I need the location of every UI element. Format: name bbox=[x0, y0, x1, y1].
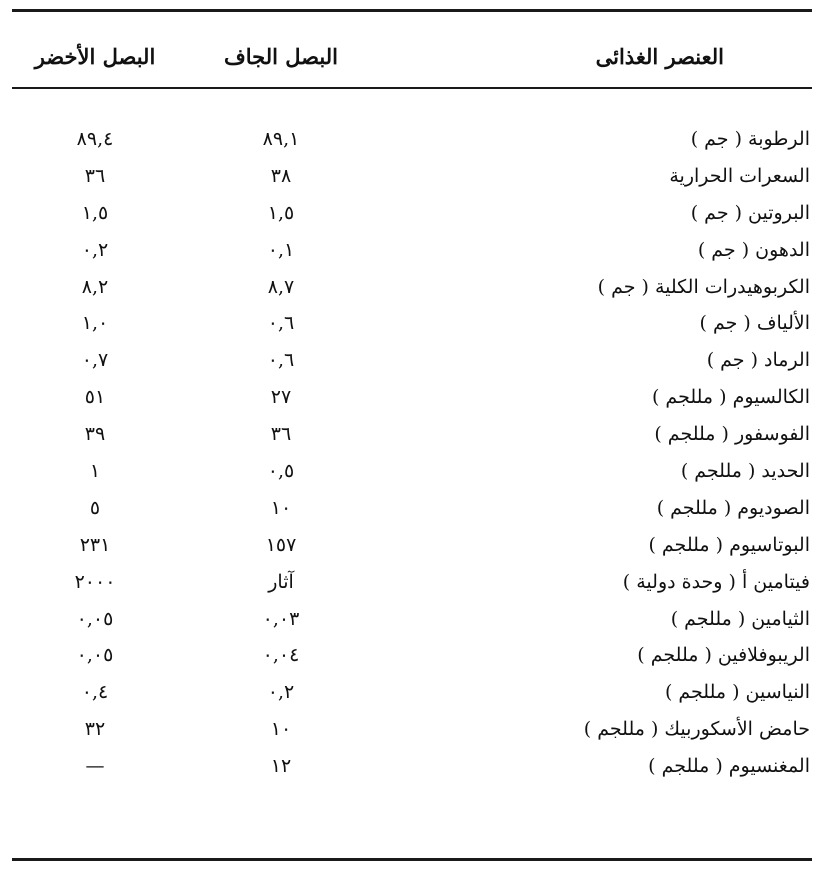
green-onion-cell: — bbox=[85, 755, 105, 778]
table-body bbox=[12, 126, 812, 790]
dry-onion-cell: ٨,٧ bbox=[267, 275, 295, 298]
table-row bbox=[12, 274, 812, 311]
green-onion-cell: ٠,٢ bbox=[81, 238, 109, 261]
header-dry-onion: البصل الجاف bbox=[224, 44, 338, 69]
nutrient-cell: الكالسيوم ( مللجم ) bbox=[651, 386, 810, 409]
green-onion-cell: ١ bbox=[89, 460, 101, 483]
nutrient-cell: فيتامين أ ( وحدة دولية ) bbox=[622, 570, 810, 593]
dry-onion-cell: ٠,٦ bbox=[267, 312, 295, 335]
table-top-rule bbox=[12, 9, 812, 12]
dry-onion-cell: ١٠ bbox=[270, 496, 292, 519]
nutrient-cell: الرماد ( جم ) bbox=[706, 349, 810, 372]
table-row bbox=[12, 237, 812, 274]
nutrient-cell: الكربوهيدرات الكلية ( جم ) bbox=[597, 275, 810, 298]
table-row bbox=[12, 569, 812, 606]
table-row bbox=[12, 200, 812, 237]
green-onion-cell: ٢٠٠٠ bbox=[74, 570, 116, 593]
table-row bbox=[12, 421, 812, 458]
table-row bbox=[12, 642, 812, 679]
dry-onion-cell: ١٥٧ bbox=[265, 533, 297, 556]
green-onion-cell: ١,٠ bbox=[81, 312, 109, 335]
green-onion-cell: ١,٥ bbox=[81, 201, 109, 224]
green-onion-cell: ٨٩,٤ bbox=[76, 128, 114, 150]
dry-onion-cell: ٣٨ bbox=[270, 164, 292, 187]
green-onion-cell: ٣٦ bbox=[84, 164, 106, 187]
table-header bbox=[12, 14, 812, 84]
dry-onion-cell: ٠,٦ bbox=[267, 349, 295, 372]
table-row bbox=[12, 716, 812, 753]
table-row bbox=[12, 347, 812, 384]
green-onion-cell: ٠,٤ bbox=[81, 681, 109, 704]
dry-onion-cell: ٣٦ bbox=[270, 423, 292, 446]
nutrient-cell: الدهون ( جم ) bbox=[697, 238, 810, 261]
nutrient-cell: الحديد ( مللجم ) bbox=[680, 460, 810, 483]
green-onion-cell: ٣٢ bbox=[84, 718, 106, 741]
table-row bbox=[12, 606, 812, 643]
table-row bbox=[12, 679, 812, 716]
green-onion-cell: ٠,٧ bbox=[81, 349, 109, 372]
table-row bbox=[12, 384, 812, 421]
table-row bbox=[12, 753, 812, 790]
dry-onion-cell: ٠,١ bbox=[267, 238, 295, 261]
dry-onion-cell: ٨٩,١ bbox=[262, 128, 300, 150]
nutrient-cell: النياسين ( مللجم ) bbox=[664, 681, 810, 704]
nutrient-cell: الصوديوم ( مللجم ) bbox=[656, 496, 810, 519]
table-row bbox=[12, 458, 812, 495]
dry-onion-cell: آثار bbox=[268, 570, 294, 593]
table-row bbox=[12, 163, 812, 200]
header-green-onion: البصل الأخضر bbox=[34, 44, 156, 69]
nutrient-cell: الرطوبة ( جم ) bbox=[690, 128, 810, 150]
table-bottom-rule bbox=[12, 858, 812, 861]
nutrient-cell: الفوسفور ( مللجم ) bbox=[654, 423, 810, 446]
green-onion-cell: ٥١ bbox=[84, 386, 106, 409]
dry-onion-cell: ١٠ bbox=[270, 718, 292, 741]
green-onion-cell: ٥ bbox=[89, 496, 101, 519]
nutrient-cell: السعرات الحرارية bbox=[669, 164, 810, 187]
nutrient-cell: المغنسيوم ( مللجم ) bbox=[648, 755, 810, 778]
green-onion-cell: ٨,٢ bbox=[81, 275, 109, 298]
dry-onion-cell: ٠,٢ bbox=[267, 681, 295, 704]
table-row bbox=[12, 532, 812, 569]
green-onion-cell: ٠,٠٥ bbox=[76, 607, 114, 630]
dry-onion-cell: ٢٧ bbox=[270, 386, 292, 409]
dry-onion-cell: ٠,٠٤ bbox=[262, 644, 300, 667]
dry-onion-cell: ١,٥ bbox=[267, 201, 295, 224]
table-row bbox=[12, 310, 812, 347]
table-row bbox=[12, 495, 812, 532]
dry-onion-cell: ٠,٠٣ bbox=[262, 607, 300, 630]
table-header-rule bbox=[12, 87, 812, 89]
green-onion-cell: ٣٩ bbox=[84, 423, 106, 446]
header-nutrient: العنصر الغذائى bbox=[595, 44, 724, 69]
green-onion-cell: ٠,٠٥ bbox=[76, 644, 114, 667]
nutrient-cell: الثيامين ( مللجم ) bbox=[670, 607, 810, 630]
nutrient-cell: الريبوفلافين ( مللجم ) bbox=[637, 644, 810, 667]
dry-onion-cell: ١٢ bbox=[270, 755, 292, 778]
nutrient-cell: البوتاسيوم ( مللجم ) bbox=[648, 533, 810, 556]
dry-onion-cell: ٠,٥ bbox=[267, 460, 295, 483]
green-onion-cell: ٢٣١ bbox=[79, 533, 111, 556]
nutrient-cell: الألياف ( جم ) bbox=[699, 312, 810, 335]
table-row bbox=[12, 126, 812, 163]
nutrient-cell: حامض الأسكوربيك ( مللجم ) bbox=[583, 718, 810, 741]
nutrient-cell: البروتين ( جم ) bbox=[690, 201, 810, 224]
